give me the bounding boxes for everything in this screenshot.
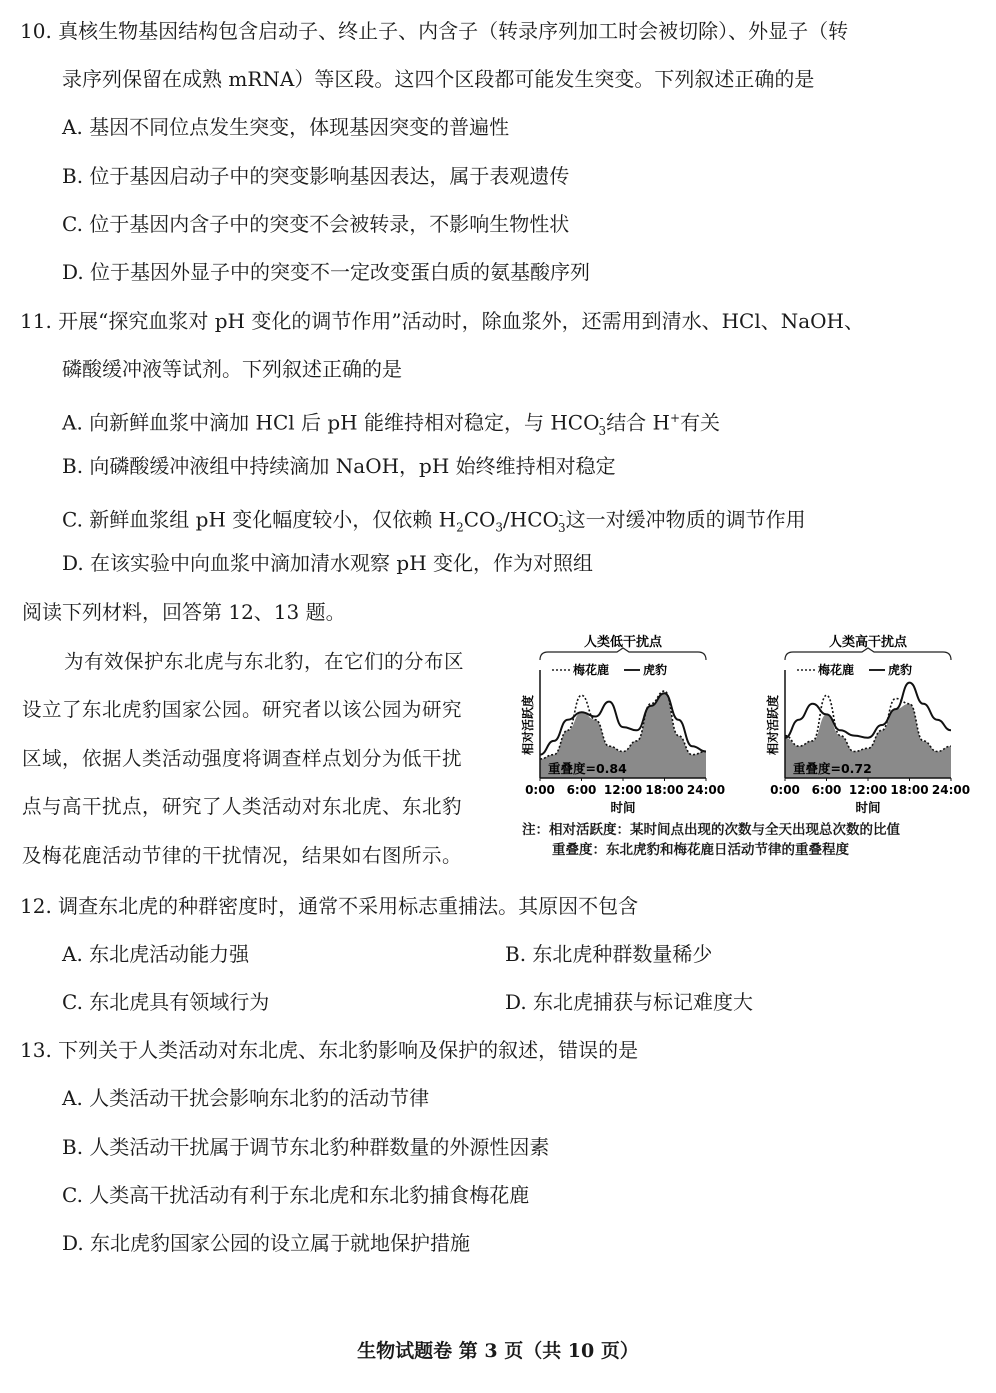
chart1-legend-tigerleopard: 虎豹 [643,663,668,677]
activity-charts-svg [520,632,990,832]
chart2-xlabel: 时间 [855,800,881,815]
q10-stem-line1: 10. 真核生物基因结构包含启动子、终止子、内含子（转录序列加工时会被切除）、外显子（转 [20,19,849,43]
q11-stem-line1: 11. 开展“探究血浆对 pH 变化的调节作用”活动时，除血浆外，还需用到清水、HCl、NaOH、 [20,309,864,333]
chart2-title: 人类高干扰点 [828,635,908,650]
passage-line-1: 为有效保护东北虎与东北豹，在它们的分布区 [64,650,465,673]
chart2-overlap-label: 重叠度=0.72 [793,761,872,776]
chart1-xlabel: 时间 [610,800,636,815]
q12-stem: 12. 调查东北虎的种群密度时，通常不采用标志重捕法。其原因不包含 [20,894,639,918]
chart2-tick-label: 12:00 [848,783,888,797]
activity-rhythm-figure [520,632,990,872]
q13-option-b: B. 人类活动干扰属于调节东北豹种群数量的外源性因素 [62,1135,550,1159]
chart2-tick-label: 18:00 [890,783,929,797]
chart2-legend-tigerleopard: 虎豹 [888,663,913,677]
chart2-ylabel: 相对活跃度 [766,694,780,756]
passage-line-5: 及梅花鹿活动节律的干扰情况，结果如右图所示。 [22,844,463,867]
passage-line-4: 点与高干扰点，研究了人类活动对东北虎、东北豹 [22,795,463,818]
chart1-tick-label: 0:00 [525,783,555,797]
q11-option-a: A. 向新鲜血浆中滴加 HCl 后 pH 能维持相对稳定，与 $HCO^-_3$结合 H+有关 [62,410,721,438]
figure-note-1: 注：相对活跃度：某时间点出现的次数与全天出现总次数的比值 [522,822,900,838]
q12-option-d: D. 东北虎捕获与标记难度大 [505,990,754,1014]
q12-option-b: B. 东北虎种群数量稀少 [505,942,713,966]
chart1-tick-label: 6:00 [566,783,597,797]
q11-option-b: B. 向磷酸缓冲液组中持续滴加 NaOH，pH 始终维持相对稳定 [62,454,616,478]
q10-option-a: A. 基因不同位点发生突变，体现基因突变的普遍性 [62,115,510,139]
chart1-tick-label: 24:00 [686,783,726,797]
q10-stem-line2: 录序列保留在成熟 mRNA）等区段。这四个区段都可能发生突变。下列叙述正确的是 [62,67,815,91]
chart1-ylabel: 相对活跃度 [521,694,535,756]
material-intro: 阅读下列材料，回答第 12、13 题。 [22,600,346,624]
q11-option-d: D. 在该实验中向血浆中滴加清水观察 pH 变化，作为对照组 [62,551,593,575]
q12-option-c: C. 东北虎具有领域行为 [62,990,270,1014]
passage-line-2: 设立了东北虎豹国家公园。研究者以该公园为研究 [22,698,463,721]
q11-stem-line2: 磷酸缓冲液等试剂。下列叙述正确的是 [62,357,402,381]
chart1-tick-label: 18:00 [645,783,684,797]
chart1-overlap-label: 重叠度=0.84 [548,761,627,776]
q10-option-b: B. 位于基因启动子中的突变影响基因表达，属于表观遗传 [62,164,570,188]
q10-option-c: C. 位于基因内含子中的突变不会被转录，不影响生物性状 [62,212,570,236]
q10-option-d: D. 位于基因外显子中的突变不一定改变蛋白质的氨基酸序列 [62,260,591,284]
q13-option-a: A. 人类活动干扰会影响东北豹的活动节律 [62,1086,430,1110]
chart1-title: 人类低干扰点 [583,635,663,650]
q12-option-a: A. 东北虎活动能力强 [62,942,250,966]
q13-option-c: C. 人类高干扰活动有利于东北虎和东北豹捕食梅花鹿 [62,1183,530,1207]
q13-stem: 13. 下列关于人类活动对东北虎、东北豹影响及保护的叙述，错误的是 [20,1038,639,1062]
chart1-legend-deer: 梅花鹿 [573,663,610,677]
page-footer: 生物试题卷 第 3 页（共 10 页） [357,1340,639,1362]
chart2-tick-label: 0:00 [770,783,800,797]
chart1-tick-label: 12:00 [603,783,643,797]
chart2-series-tigerleopard [785,683,951,738]
q13-option-d: D. 东北虎豹国家公园的设立属于就地保护措施 [62,1231,471,1255]
chart2-tick-label: 6:00 [811,783,842,797]
q11-option-c: C. 新鲜血浆组 pH 变化幅度较小，仅依赖 $H_2CO_3/HCO^-_3$这一对缓冲物质的调节作用 [62,507,806,535]
chart2-tick-label: 24:00 [931,783,971,797]
passage-line-3: 区域，依据人类活动强度将调查样点划分为低干扰 [22,747,463,770]
chart2-legend-deer: 梅花鹿 [818,663,855,677]
figure-note-2: 重叠度：东北虎豹和梅花鹿日活动节律的重叠程度 [552,842,849,858]
